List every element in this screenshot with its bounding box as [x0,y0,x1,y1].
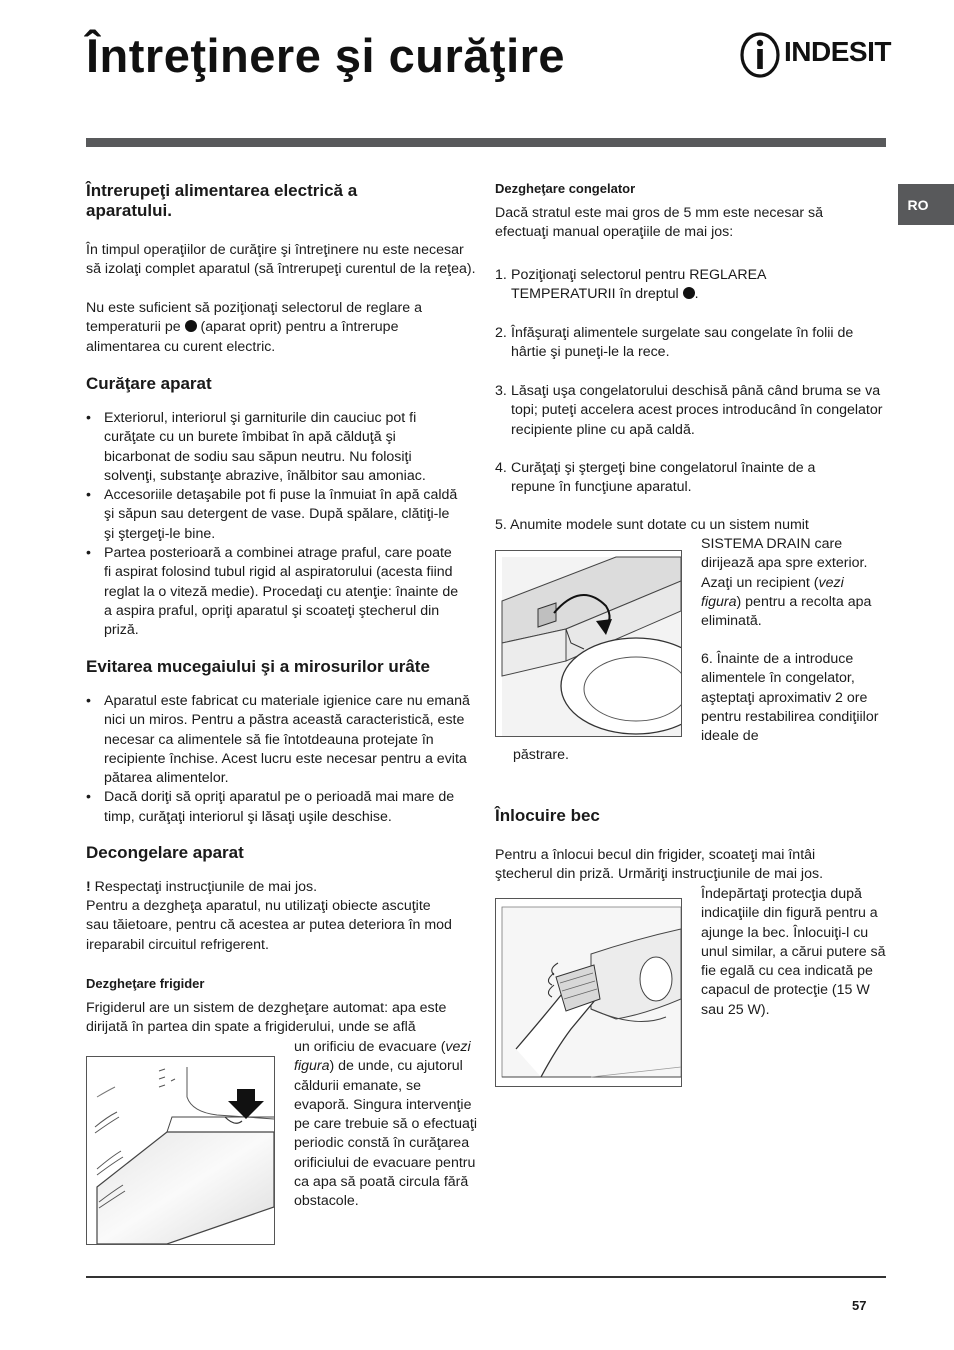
heading-cleaning: Curăţare aparat [86,374,212,393]
paragraph-defrost-1: ! Respectaţi instrucţiunile de mai jos. [86,879,318,895]
step-6-end: păstrare. [513,747,569,763]
mould-list [86,692,476,827]
page-number: 57 [852,1298,867,1313]
step-1: 1. Poziţionaţi selectorul pentru REGLAREA TEMPERATURII în dreptul . [495,267,766,303]
footer-rule [86,1276,886,1278]
fridge-drain-figure [86,1056,275,1245]
heading-fridge-defrost: Dezgheţare frigider [86,976,205,991]
drain-system-figure [495,550,682,737]
step-3: 3. Lăsaţi uşa congelatorului deschisă până când bruma se va topi; puteţi accelera acest proces introducând în congelator recipiente pline cu apă caldă. [495,383,883,438]
step-5-intro: 5. Anumite modele sunt dotate cu un sistem numit [495,517,809,533]
paragraph-defrost-2: Pentru a dezgheţa aparatul, nu utilizaţi obiecte ascuţite sau tăietoare, pentru că acestea ar putea deteriora în mod ireparabil circuitul refrigerent. [86,898,452,953]
cleaning-list [86,409,461,641]
step-4: 4. Curăţaţi şi ştergeţi bine congelatorul înainte de a repune în funcţiune aparatul. [495,460,816,496]
off-position-icon [683,287,695,299]
drain-system-illustration [496,551,681,736]
brand-name: INDESIT [784,36,891,67]
heading-mould: Evitarea mucegaiului şi a mirosurilor urâte [86,657,430,676]
paragraph-freezer: Dacă stratul este mai gros de 5 mm este necesar să efectuaţi manual operaţiile de mai jos: [495,205,824,241]
heading-bulb: Înlocuire bec [495,806,600,825]
list-item: • Dacă doriţi să opriţi aparatul pe o perioadă mai mare de timp, curăţaţi interiorul şi lăsaţi uşile deschise. [86,788,476,827]
step-6-body: 6. Înainte de a introduce alimentele în congelator, aşteptaţi aproximativ 2 ore pentru restabilirea condiţiilor ideale de [701,651,879,745]
step-2: 2. Înfăşuraţi alimentele surgelate sau congelate în folii de hârtie şi puneţi-le la rece. [495,325,854,361]
list-item: • Aparatul este fabricat cu materiale igienice care nu emană nici un miros. Pentru a păstra această caracteristică, este necesar ca alimentele să fie întotdeauna protejate în recipiente închise. Acest lucru este necesar pentru a evita pătarea alimentelor. [86,692,476,788]
fridge-drain-illustration [87,1057,274,1244]
off-position-icon [185,320,197,332]
list-item: • Accesoriile detaşabile pot fi puse la înmuiat în apă caldă şi săpun sau detergent de vase. După spălare, clătiţi-le şi ştergeţi-le bine. [86,486,461,544]
list-item: • Exteriorul, interiorul şi garniturile din cauciuc pot fi curăţate cu un burete îmbibat în apă călduţă şi bicarbonat de sodiu sau săpun neutru. Nu folosiţi solvenţi, substanţe abrazive, înălbitor sau amoniac. [86,409,461,486]
bulb-replacement-illustration [496,899,681,1086]
list-item: • Partea posterioară a combinei atrage praful, care poate fi aspirat folosind tubul rigid al aspiratorului (acesta fiind reglat la o viteză medie). Procedaţi cu atenţie: înainte de a aspira praful, opriţi aparatul şi scoateţi ştecherul din priză. [86,544,461,640]
paragraph-bulb-1: Pentru a înlocui becul din frigider, scoateţi mai întâi ştecherul din priză. Urmăriţi instrucţiunile de mai jos. [495,847,824,883]
heading-power: Întrerupeţi alimentarea electrică a aparatului. [86,181,358,220]
paragraph-bulb-2: Îndepărtaţi protecţia după indicaţiile din figură pentru a ajunge la bec. Înlocuiţi-l cu unul similar, a cărui putere să fie egală cu cea indicată pe capacul de protecţie (15 W sau 25 W). [701,886,886,1018]
indesit-logo [740,30,902,80]
bulb-replacement-figure [495,898,682,1087]
indesit-logo-icon [740,32,780,78]
heading-freezer-defrost: Dezgheţare congelator [495,181,636,196]
language-tab: RO [898,184,954,225]
paragraph-fridge-2: un orificiu de evacuare (vezi figura) de unde, cu ajutorul căldurii emanate, se evaporă. Singura intervenţie pe care trebuie să o efectuaţi periodic constă în curăţarea orificiului de evacuare pentru ca apa să poată circula fără obstacole. [294,1039,477,1210]
paragraph-power-2: Nu este suficient să poziţionaţi selectorul de reglare a temperaturii pe (aparat oprit) pentru a întrerupe alimentarea cu curent electric. [86,300,422,355]
paragraph-fridge-1: Frigiderul are un sistem de dezgheţare automat: apa este dirijată în partea din spate a frigiderului, unde se află [86,1000,447,1036]
heading-defrost: Decongelare aparat [86,843,244,862]
step-5-body: SISTEMA DRAIN care dirijează apa spre exterior. Azaţi un recipient (vezi figura) pentru a recolta apa eliminată. [701,536,872,630]
paragraph-power-1: În timpul operaţiilor de curăţire şi întreţinere nu este necesar să izolaţi complet aparatul (să întrerupeţi curentul de la reţea). [86,242,476,278]
page-title: Întreţinere şi curăţire [86,29,566,82]
header-rule [86,138,886,147]
